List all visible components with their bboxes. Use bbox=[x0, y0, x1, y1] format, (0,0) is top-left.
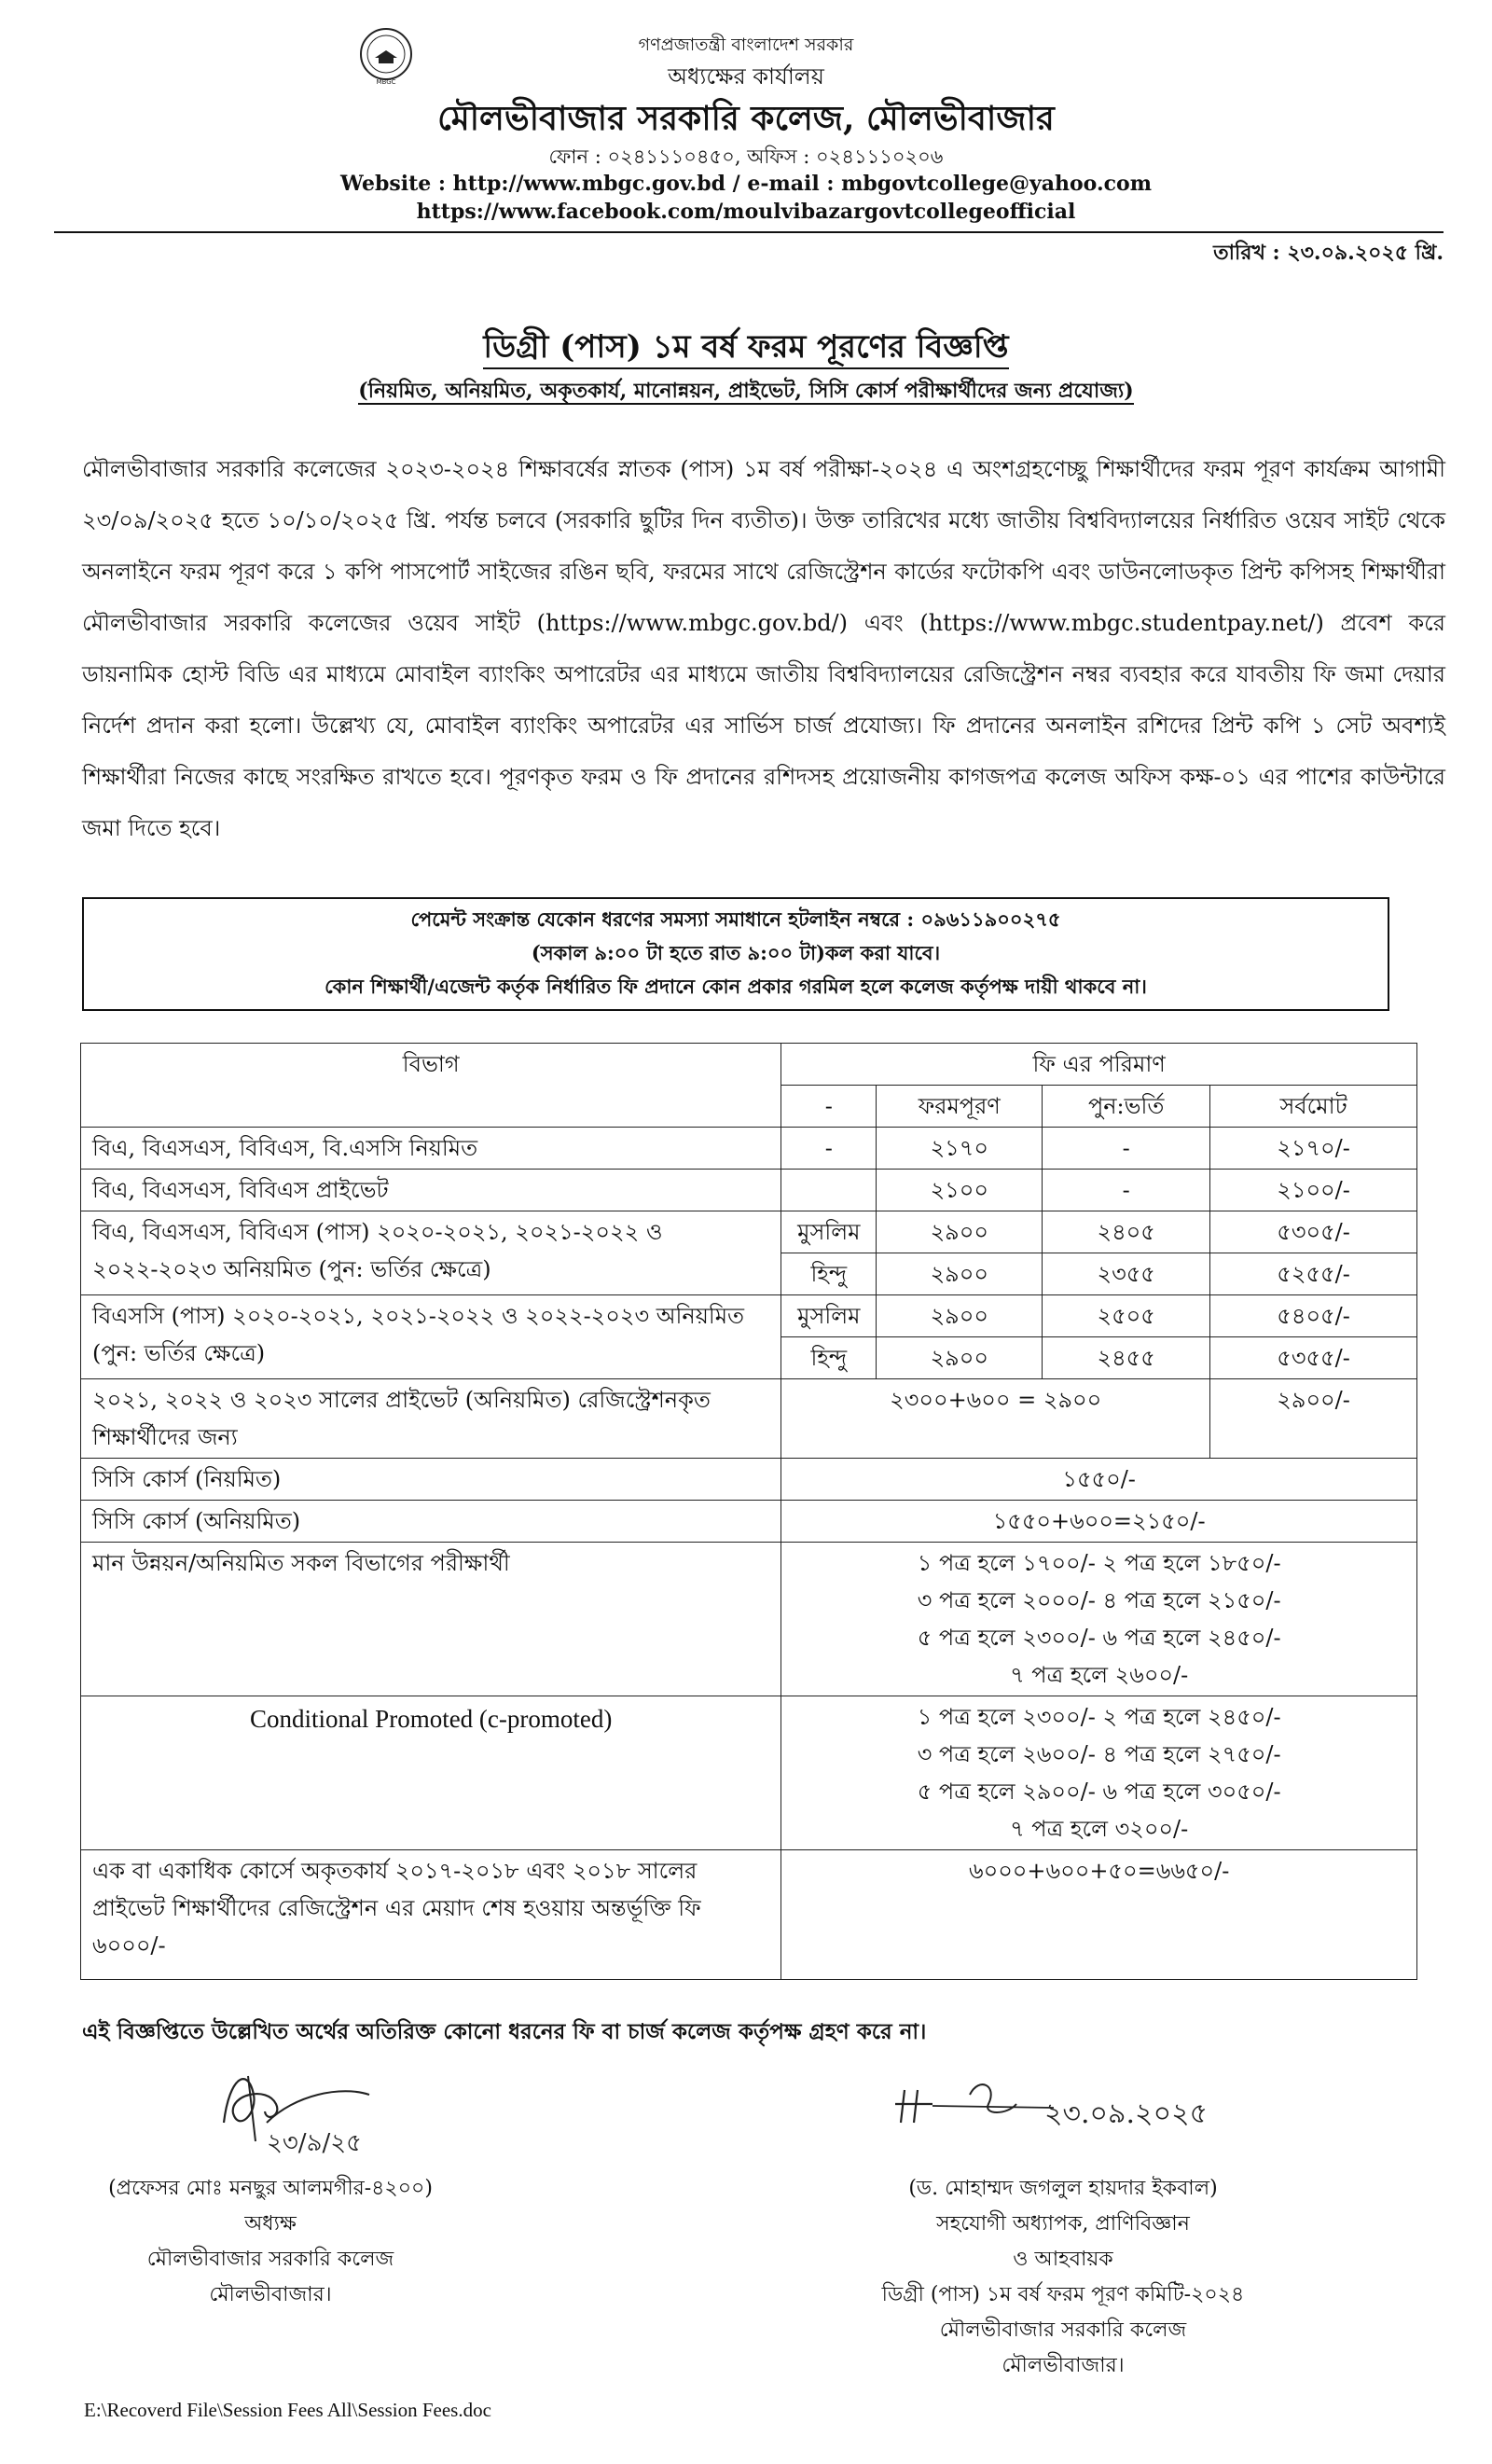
header-form: ফরমপূরণ bbox=[877, 1086, 1043, 1128]
footer-note: এই বিজ্ঞপ্তিতে উল্লেখিত অর্থের অতিরিক্ত কোনো ধরনের ফি বা চার্জ কলেজ কর্তৃপক্ষ গ্রহণ করে না। bbox=[82, 2019, 927, 2044]
convener-title: সহযোগী অধ্যাপক, প্রাণিবিজ্ঞান bbox=[936, 2212, 1190, 2236]
total-fee-cell: ২৯০০/- bbox=[1210, 1379, 1417, 1459]
group-cell: হিন্দু bbox=[781, 1337, 877, 1379]
group-cell: মুসলিম bbox=[781, 1295, 877, 1337]
principal-place: মৌলভীবাজার। bbox=[209, 2283, 332, 2306]
convener-signature bbox=[877, 2067, 1250, 2151]
principal-org: মৌলভীবাজার সরকারি কলেজ bbox=[146, 2248, 394, 2271]
dept-cell: সিসি কোর্স (অনিয়মিত) bbox=[81, 1501, 781, 1543]
table-row bbox=[81, 1850, 1417, 1980]
college-name: মৌলভীবাজার সরকারি কলেজ, মৌলভীবাজার bbox=[437, 99, 1055, 138]
principal-signature bbox=[211, 2057, 397, 2169]
fee-line: ৭ পত্র হলে ৩২০০/- bbox=[1010, 1816, 1189, 1842]
convener-block bbox=[783, 2171, 1343, 2384]
total-fee-cell: ৫২৫৫/- bbox=[1210, 1253, 1417, 1295]
dept-cell: বিএসসি (পাস) ২০২০-২০২১, ২০২১-২০২২ ও ২০২২-২০২৩ অনিয়মিত (পুন: ভর্তির ক্ষেত্রে) bbox=[81, 1295, 781, 1379]
convener-place: মৌলভীবাজার। bbox=[1002, 2354, 1125, 2377]
table-row bbox=[81, 1459, 1417, 1501]
notice-subtitle bbox=[0, 375, 1492, 409]
convener-committee: ডিগ্রী (পাস) ১ম বর্ষ ফরম পূরণ কমিটি-২০২৪ bbox=[881, 2283, 1245, 2306]
header-divider bbox=[54, 231, 1444, 233]
form-fee-cell: ২৯০০ bbox=[877, 1337, 1043, 1379]
dept-cell: এক বা একাধিক কোর্সে অকৃতকার্য ২০১৭-২০১৮ এবং ২০১৮ সালের প্রাইভেট শিক্ষার্থীদের রেজিস্ট্রেশন এর মেয়াদ শেষ হওয়ায় অন্তর্ভূক্তি ফি ৬০০০/- bbox=[81, 1850, 781, 1980]
readmit-fee-cell: ২৪০৫ bbox=[1043, 1211, 1210, 1253]
table-row bbox=[81, 1379, 1417, 1459]
readmit-fee-cell: - bbox=[1043, 1128, 1210, 1170]
signature-date-left: ২৩/৯/২৫ bbox=[267, 2129, 362, 2157]
convener-org: মৌলভীবাজার সরকারি কলেজ bbox=[939, 2319, 1187, 2342]
group-cell: হিন্দু bbox=[781, 1253, 877, 1295]
notice-title bbox=[0, 323, 1492, 376]
table-row bbox=[81, 1128, 1417, 1170]
dept-cell: ২০২১, ২০২২ ও ২০২৩ সালের প্রাইভেট (অনিয়মিত) রেজিস্ট্রেশনকৃত শিক্ষার্থীদের জন্য bbox=[81, 1379, 781, 1459]
payment-notice-box bbox=[82, 897, 1389, 1011]
form-fee-cell: ২১৭০ bbox=[877, 1128, 1043, 1170]
total-fee-cell: ২১৭০/- bbox=[1210, 1128, 1417, 1170]
fee-line: ১ পত্র হলে ২৩০০/- ২ পত্র হলে ২৪৫০/- bbox=[917, 1704, 1281, 1730]
phone-line: ফোন : ০২৪১১১০৪৫০, অফিস : ০২৪১১১০২০৬ bbox=[548, 145, 944, 168]
fee-cell: ৬০০০+৬০০+৫০=৬৬৫০/- bbox=[781, 1850, 1417, 1980]
principal-name: (প্রফেসর মোঃ মনছুর আলমগীর-৪২০০) bbox=[108, 2177, 433, 2200]
principal-title: অধ্যক্ষ bbox=[244, 2212, 297, 2236]
principal-block bbox=[75, 2171, 466, 2313]
office-header: অধ্যক্ষের কার্যালয় bbox=[668, 63, 824, 90]
hotline-line: পেমেন্ট সংক্রান্ত যেকোন ধরণের সমস্যা সমাধানে হটলাইন নম্বরে : ০৯৬১১৯০০২৭৫ bbox=[410, 907, 1061, 931]
liability-line: কোন শিক্ষার্থী/এজেন্ট কর্তৃক নির্ধারিত ফি প্রদানে কোন প্রকার গরমিল হলে কলেজ কর্তৃপক্ষ দায়ী থাকবে না। bbox=[325, 975, 1147, 998]
readmit-fee-cell: ২৫০৫ bbox=[1043, 1295, 1210, 1337]
fee-line: ৭ পত্র হলে ২৬০০/- bbox=[1010, 1662, 1189, 1688]
table-row bbox=[81, 1295, 1417, 1337]
signature-date-right: ২৩.০৯.২০২৫ bbox=[1044, 2097, 1209, 2130]
notice-title-text: ডিগ্রী (পাস) ১ম বর্ষ ফরম পূরণের বিজ্ঞপ্তি bbox=[483, 328, 1008, 369]
file-path: E:\Recoverd File\Session Fees All\Session Fees.doc bbox=[84, 2399, 491, 2421]
dept-cell: Conditional Promoted (c-promoted) bbox=[81, 1696, 781, 1850]
readmit-fee-cell: - bbox=[1043, 1170, 1210, 1211]
dept-cell: বিএ, বিএসএস, বিবিএস, বি.এসসি নিয়মিত bbox=[81, 1128, 781, 1170]
fee-line: ১ পত্র হলে ১৭০০/- ২ পত্র হলে ১৮৫০/- bbox=[917, 1550, 1281, 1576]
fee-calc-cell: ২৩০০+৬০০ = ২৯০০ bbox=[781, 1379, 1210, 1459]
fee-table bbox=[80, 1043, 1417, 1980]
convener-name: (ড. মোহাম্মদ জগলুল হায়দার ইকবাল) bbox=[908, 2177, 1218, 2200]
fee-cell: ১৫৫০+৬০০=২১৫০/- bbox=[781, 1501, 1417, 1543]
header-dept: বিভাগ bbox=[81, 1044, 781, 1128]
table-header-row bbox=[81, 1044, 1417, 1086]
table-row bbox=[81, 1696, 1417, 1850]
table-row bbox=[81, 1501, 1417, 1543]
fee-line: ৩ পত্র হলে ২০০০/- ৪ পত্র হলে ২১৫০/- bbox=[917, 1587, 1281, 1613]
header-fee: ফি এর পরিমাণ bbox=[781, 1044, 1417, 1086]
dept-cell: বিএ, বিএসএস, বিবিএস প্রাইভেট bbox=[81, 1170, 781, 1211]
group-cell bbox=[781, 1170, 877, 1211]
fee-line: ৩ পত্র হলে ২৬০০/- ৪ পত্র হলে ২৭৫০/- bbox=[917, 1741, 1281, 1767]
notice-date: তারিখ : ২৩.০৯.২০২৫ খ্রি. bbox=[1213, 241, 1444, 265]
total-fee-cell: ৫৩৫৫/- bbox=[1210, 1337, 1417, 1379]
header-readmit: পুন:ভর্তি bbox=[1043, 1086, 1210, 1128]
readmit-fee-cell: ২৪৫৫ bbox=[1043, 1337, 1210, 1379]
facebook-link: https://www.facebook.com/moulvibazargovtcollegeofficial bbox=[416, 200, 1076, 224]
svg-text:MBGC: MBGC bbox=[376, 78, 396, 86]
gov-header: গণপ্রজাতন্ত্রী বাংলাদেশ সরকার bbox=[638, 35, 854, 55]
form-fee-cell: ২১০০ bbox=[877, 1170, 1043, 1211]
total-fee-cell: ৫৪০৫/- bbox=[1210, 1295, 1417, 1337]
fee-line: ৫ পত্র হলে ২৩০০/- ৬ পত্র হলে ২৪৫০/- bbox=[917, 1625, 1281, 1651]
form-fee-cell: ২৯০০ bbox=[877, 1253, 1043, 1295]
header-total: সর্বমোট bbox=[1210, 1086, 1417, 1128]
table-row bbox=[81, 1170, 1417, 1211]
table-row bbox=[81, 1543, 1417, 1696]
fee-cell: ১৫৫০/- bbox=[781, 1459, 1417, 1501]
notice-subtitle-text: (নিয়মিত, অনিয়মিত, অকৃতকার্য, মানোন্নয়ন, প্রাইভেট, সিসি কোর্স পরীক্ষার্থীদের জন্য প্রযোজ্য) bbox=[358, 379, 1134, 403]
dept-cell: বিএ, বিএসএস, বিবিএস (পাস) ২০২০-২০২১, ২০২১-২০২২ ও ২০২২-২০২৩ অনিয়মিত (পুন: ভর্তির ক্ষেত্রে) bbox=[81, 1211, 781, 1295]
convener-role: ও আহবায়ক bbox=[1013, 2248, 1113, 2271]
total-fee-cell: ২১০০/- bbox=[1210, 1170, 1417, 1211]
form-fee-cell: ২৯০০ bbox=[877, 1211, 1043, 1253]
form-fee-cell: ২৯০০ bbox=[877, 1295, 1043, 1337]
fee-line: ৫ পত্র হলে ২৯০০/- ৬ পত্র হলে ৩০৫০/- bbox=[917, 1779, 1281, 1805]
header-group: - bbox=[781, 1086, 877, 1128]
dept-cell: সিসি কোর্স (নিয়মিত) bbox=[81, 1459, 781, 1501]
total-fee-cell: ৫৩০৫/- bbox=[1210, 1211, 1417, 1253]
table-row bbox=[81, 1211, 1417, 1253]
fee-list-cell bbox=[781, 1543, 1417, 1696]
hotline-hours: (সকাল ৯:০০ টা হতে রাত ৯:০০ টা)কল করা যাবে। bbox=[531, 941, 941, 964]
notice-body: মৌলভীবাজার সরকারি কলেজের ২০২৩-২০২৪ শিক্ষাবর্ষের স্নাতক (পাস) ১ম বর্ষ পরীক্ষা-২০২৪ এ অংশগ্রহণেচ্ছু শিক্ষার্থীদের ফরম পূরণ কার্যক্রম আগামী ২৩/০৯/২০২৫ হতে ১০/১০/২০২৫ খ্রি. পর্যন্ত চলবে (সরকারি ছুটির দিন ব্যতীত)। উক্ত তারিখের মধ্যে জাতীয় বিশ্ববিদ্যালয়ের নির্ধারিত ওয়েব সাইট থেকে অনলাইনে ফরম পূরণ করে ১ কপি পাসপোর্ট সাইজের রঙিন ছবি, ফরমের সাথে রেজিস্ট্রেশন কার্ডের ফটোকপি এবং ডাউনলোডকৃত প্রিন্ট কপিসহ শিক্ষার্থীরা মৌলভীবাজার সরকারি কলেজের ওয়েব সাইট (https://www.mbgc.gov.bd/) এবং (https://www.mbgc.studentpay.net/) প্রবেশ করে ডায়নামিক হোস্ট বিডি এর মাধ্যমে মোবাইল ব্যাংকিং অপারেটর এর মাধ্যমে জাতীয় বিশ্ববিদ্যালয়ের রেজিস্ট্রেশন নম্বর ব্যবহার করে যাবতীয় ফি জমা দেয়ার নির্দেশ প্রদান করা হলো। উল্লেখ্য যে, মোবাইল ব্যাংকিং অপারেটর এর সার্ভিস চার্জ প্রযোজ্য। ফি প্রদানের অনলাইন রশিদের প্রিন্ট কপি ১ সেট অবশ্যই শিক্ষার্থীরা নিজের কাছে সংরক্ষিত রাখতে হবে। পূরণকৃত ফরম ও ফি প্রদানের রশিদসহ প্রয়োজনীয় কাগজপত্র কলেজ অফিস কক্ষ-০১ এর পাশের কাউন্টারে জমা দিতে হবে। bbox=[82, 456, 1445, 841]
dept-cell: মান উন্নয়ন/অনিয়মিত সকল বিভাগের পরীক্ষার্থী bbox=[81, 1543, 781, 1696]
website-line: Website : http://www.mbgc.gov.bd / e-mail : mbgovtcollege@yahoo.com bbox=[340, 172, 1152, 196]
readmit-fee-cell: ২৩৫৫ bbox=[1043, 1253, 1210, 1295]
group-cell: মুসলিম bbox=[781, 1211, 877, 1253]
group-cell: - bbox=[781, 1128, 877, 1170]
fee-list-cell bbox=[781, 1696, 1417, 1850]
